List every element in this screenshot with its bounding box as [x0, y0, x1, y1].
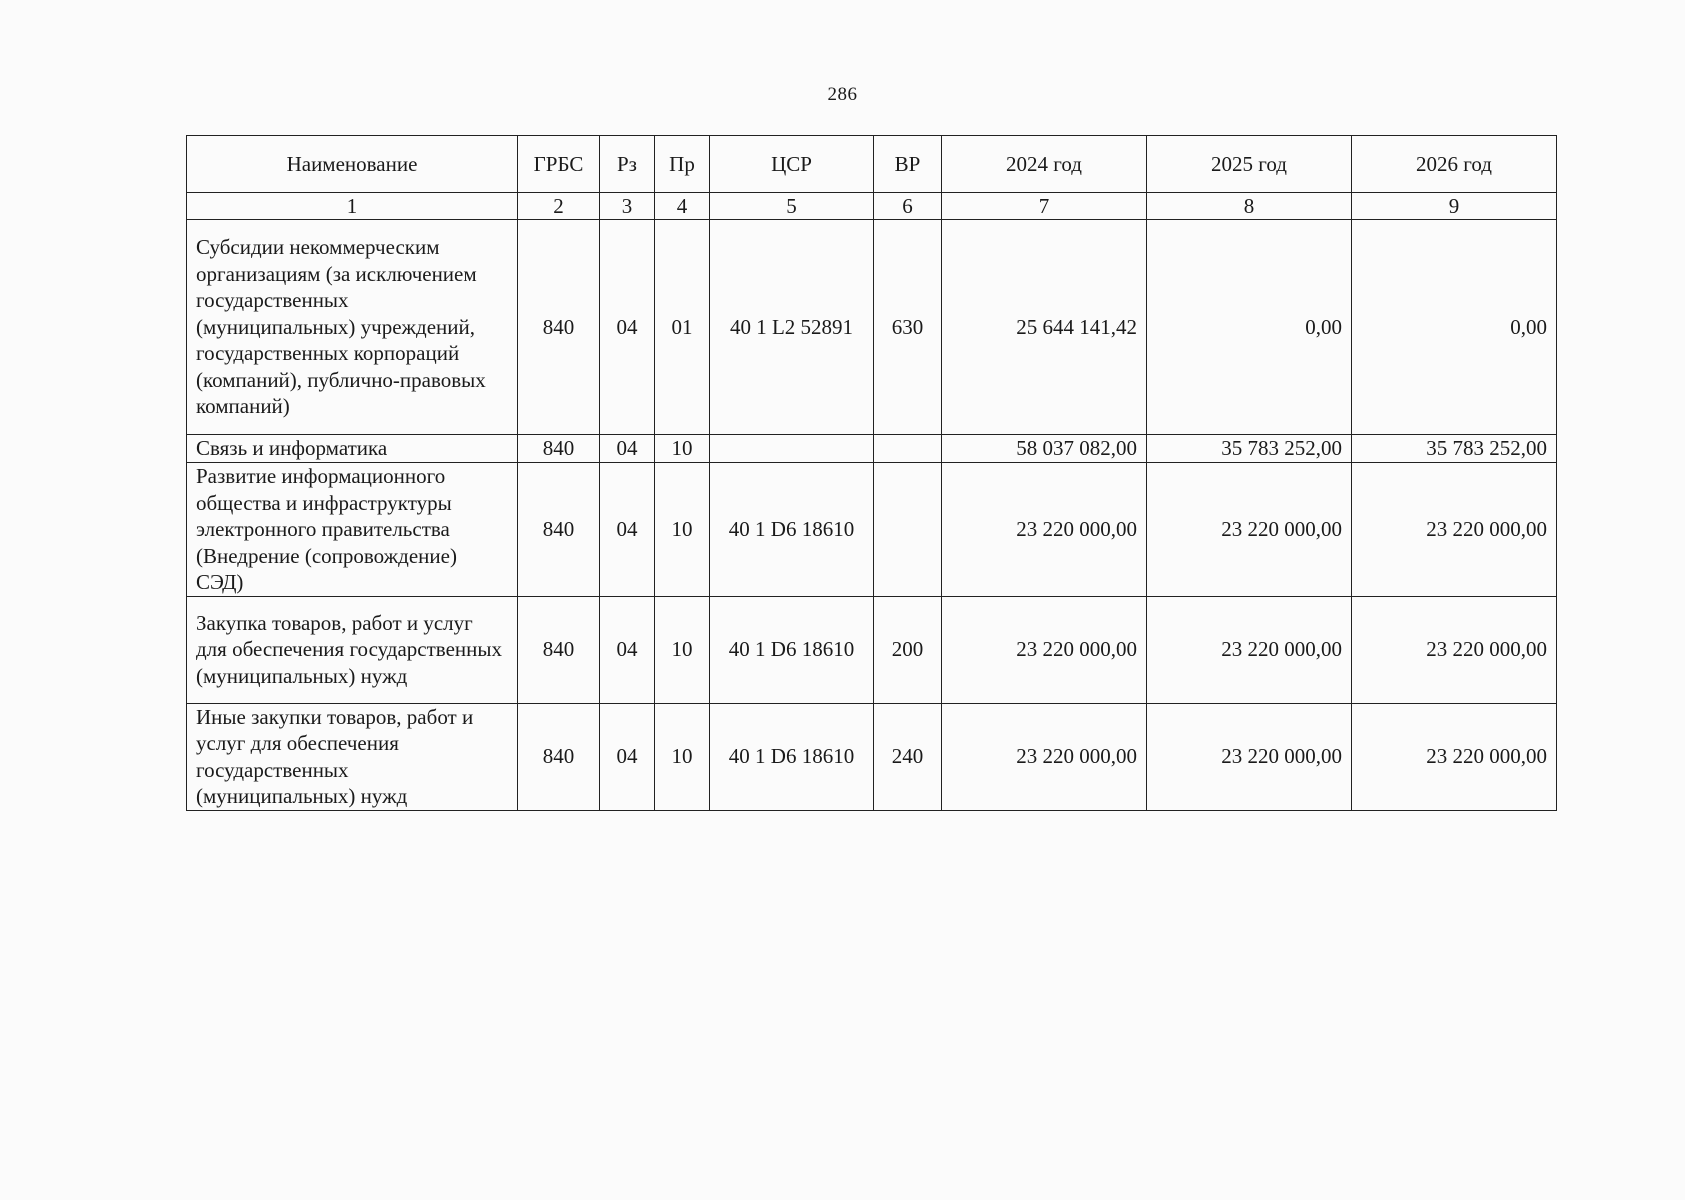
header-pr: Пр — [655, 136, 710, 193]
row-2024: 25 644 141,42 — [942, 220, 1147, 435]
row-pr: 10 — [655, 435, 710, 463]
row-pr: 10 — [655, 596, 710, 703]
row-pr: 10 — [655, 463, 710, 597]
column-number: 9 — [1352, 193, 1557, 220]
row-name: Закупка товаров, работ и услуг для обеспечения государственных (муниципальных) нужд — [187, 596, 518, 703]
row-2025: 0,00 — [1147, 220, 1352, 435]
row-2025: 23 220 000,00 — [1147, 703, 1352, 810]
column-number: 5 — [710, 193, 874, 220]
column-number-row — [187, 193, 1557, 220]
row-pr: 01 — [655, 220, 710, 435]
header-2024: 2024 год — [942, 136, 1147, 193]
row-2024: 23 220 000,00 — [942, 463, 1147, 597]
table-row — [187, 435, 1557, 463]
row-vr — [874, 435, 942, 463]
row-2026: 23 220 000,00 — [1352, 703, 1557, 810]
row-rz: 04 — [600, 703, 655, 810]
row-rz: 04 — [600, 435, 655, 463]
row-csr — [710, 435, 874, 463]
row-csr: 40 1 D6 18610 — [710, 463, 874, 597]
header-grbs: ГРБС — [518, 136, 600, 193]
row-vr: 200 — [874, 596, 942, 703]
header-name: Наименование — [187, 136, 518, 193]
header-rz: Рз — [600, 136, 655, 193]
row-vr — [874, 463, 942, 597]
table-row — [187, 220, 1557, 435]
row-grbs: 840 — [518, 435, 600, 463]
table-row — [187, 703, 1557, 810]
row-grbs: 840 — [518, 220, 600, 435]
header-2026: 2026 год — [1352, 136, 1557, 193]
row-rz: 04 — [600, 596, 655, 703]
row-grbs: 840 — [518, 463, 600, 597]
row-csr: 40 1 L2 52891 — [710, 220, 874, 435]
row-grbs: 840 — [518, 596, 600, 703]
header-2025: 2025 год — [1147, 136, 1352, 193]
row-2024: 23 220 000,00 — [942, 596, 1147, 703]
row-vr: 630 — [874, 220, 942, 435]
column-number: 2 — [518, 193, 600, 220]
row-2024: 23 220 000,00 — [942, 703, 1147, 810]
row-vr: 240 — [874, 703, 942, 810]
row-name: Развитие информационного общества и инфраструктуры электронного правительства (Внедрение (сопровождение) СЭД) — [187, 463, 518, 597]
page-number: 286 — [827, 84, 858, 105]
row-grbs: 840 — [518, 703, 600, 810]
row-2025: 23 220 000,00 — [1147, 463, 1352, 597]
row-2026: 23 220 000,00 — [1352, 463, 1557, 597]
budget-table — [186, 135, 1557, 811]
header-row — [187, 136, 1557, 193]
table-row — [187, 596, 1557, 703]
row-name: Субсидии некоммерческим организациям (за исключением государственных (муниципальных) учреждений, государственных корпораций (компаний), публично-правовых компаний) — [187, 220, 518, 435]
column-number: 3 — [600, 193, 655, 220]
row-rz: 04 — [600, 220, 655, 435]
row-name: Связь и информатика — [187, 435, 518, 463]
row-2026: 35 783 252,00 — [1352, 435, 1557, 463]
table-row — [187, 463, 1557, 597]
row-pr: 10 — [655, 703, 710, 810]
column-number: 4 — [655, 193, 710, 220]
row-name: Иные закупки товаров, работ и услуг для обеспечения государственных (муниципальных) нужд — [187, 703, 518, 810]
row-2026: 23 220 000,00 — [1352, 596, 1557, 703]
row-2025: 23 220 000,00 — [1147, 596, 1352, 703]
header-csr: ЦСР — [710, 136, 874, 193]
row-2025: 35 783 252,00 — [1147, 435, 1352, 463]
row-2024: 58 037 082,00 — [942, 435, 1147, 463]
row-csr: 40 1 D6 18610 — [710, 596, 874, 703]
column-number: 8 — [1147, 193, 1352, 220]
header-vr: ВР — [874, 136, 942, 193]
column-number: 6 — [874, 193, 942, 220]
column-number: 1 — [187, 193, 518, 220]
row-2026: 0,00 — [1352, 220, 1557, 435]
row-csr: 40 1 D6 18610 — [710, 703, 874, 810]
row-rz: 04 — [600, 463, 655, 597]
column-number: 7 — [942, 193, 1147, 220]
